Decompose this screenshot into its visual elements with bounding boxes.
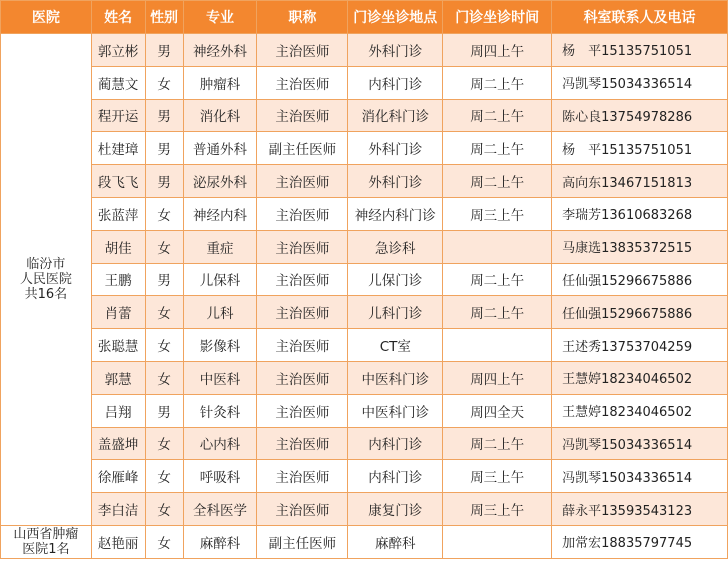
table-row	[1, 427, 728, 460]
contact-cell: 薛永平13593543123	[552, 493, 728, 526]
header-clinic-time: 门诊坐诊时间	[443, 1, 552, 34]
clinic-time-cell: 周二上午	[443, 165, 552, 198]
clinic-location-cell: 中医科门诊	[348, 361, 443, 394]
specialty-cell: 普通外科	[183, 132, 257, 165]
clinic-location-cell: 急诊科	[348, 230, 443, 263]
contact-cell: 马康选13835372515	[552, 230, 728, 263]
table-row	[1, 394, 728, 427]
header-specialty: 专业	[183, 1, 257, 34]
contact-cell: 任仙强15296675886	[552, 263, 728, 296]
contact-cell: 冯凯琴15034336514	[552, 460, 728, 493]
gender-cell: 女	[145, 197, 183, 230]
clinic-location-cell: 内科门诊	[348, 427, 443, 460]
clinic-time-cell: 周三上午	[443, 197, 552, 230]
gender-cell: 女	[145, 427, 183, 460]
job-title-cell: 主治医师	[257, 427, 348, 460]
specialty-cell: 消化科	[183, 99, 257, 132]
table-row	[1, 493, 728, 526]
job-title-cell: 主治医师	[257, 329, 348, 362]
doctor-name-cell: 程开运	[91, 99, 145, 132]
job-title-cell: 主治医师	[257, 296, 348, 329]
gender-cell: 女	[145, 296, 183, 329]
doctor-name-cell: 张蓝萍	[91, 197, 145, 230]
gender-cell: 女	[145, 493, 183, 526]
table-row	[1, 230, 728, 263]
specialty-cell: 中医科	[183, 361, 257, 394]
clinic-location-cell: 康复门诊	[348, 493, 443, 526]
contact-cell: 冯凯琴15034336514	[552, 66, 728, 99]
clinic-time-cell: 周三上午	[443, 493, 552, 526]
table-body	[1, 34, 728, 559]
clinic-time-cell	[443, 525, 552, 558]
specialty-cell: 针灸科	[183, 394, 257, 427]
doctor-name-cell: 赵艳丽	[91, 525, 145, 558]
clinic-location-cell: 儿保门诊	[348, 263, 443, 296]
doctor-name-cell: 李白洁	[91, 493, 145, 526]
clinic-time-cell: 周二上午	[443, 296, 552, 329]
clinic-time-cell	[443, 329, 552, 362]
contact-cell: 李瑞芳13610683268	[552, 197, 728, 230]
contact-cell: 陈心良13754978286	[552, 99, 728, 132]
job-title-cell: 主治医师	[257, 165, 348, 198]
gender-cell: 男	[145, 34, 183, 67]
doctor-name-cell: 郭立彬	[91, 34, 145, 67]
hospital-name-line: 临汾市	[26, 256, 66, 272]
doctor-name-cell: 杜建璋	[91, 132, 145, 165]
contact-cell: 杨 平15135751051	[552, 34, 728, 67]
header-hospital: 医院	[1, 1, 92, 34]
job-title-cell: 主治医师	[257, 197, 348, 230]
job-title-cell: 主治医师	[257, 394, 348, 427]
header-title: 职称	[257, 1, 348, 34]
gender-cell: 女	[145, 230, 183, 263]
doctor-name-cell: 段飞飞	[91, 165, 145, 198]
contact-cell: 王慧婷18234046502	[552, 361, 728, 394]
specialty-cell: 麻醉科	[183, 525, 257, 558]
clinic-location-cell: 中医科门诊	[348, 394, 443, 427]
gender-cell: 女	[145, 329, 183, 362]
clinic-location-cell: 内科门诊	[348, 460, 443, 493]
contact-cell: 杨 平15135751051	[552, 132, 728, 165]
doctor-name-cell: 胡佳	[91, 230, 145, 263]
specialty-cell: 神经外科	[183, 34, 257, 67]
contact-cell: 冯凯琴15034336514	[552, 427, 728, 460]
table-row	[1, 99, 728, 132]
job-title-cell: 主治医师	[257, 460, 348, 493]
hospital-name-line: 山西省肿瘤	[13, 526, 79, 542]
clinic-time-cell: 周四上午	[443, 361, 552, 394]
clinic-location-cell: CT室	[348, 329, 443, 362]
contact-cell: 高向东13467151813	[552, 165, 728, 198]
clinic-time-cell	[443, 230, 552, 263]
doctor-name-cell: 盖盛坤	[91, 427, 145, 460]
clinic-location-cell: 消化科门诊	[348, 99, 443, 132]
contact-cell: 任仙强15296675886	[552, 296, 728, 329]
header-clinic-location: 门诊坐诊地点	[348, 1, 443, 34]
gender-cell: 男	[145, 263, 183, 296]
specialty-cell: 肿瘤科	[183, 66, 257, 99]
table-row	[1, 34, 728, 67]
hospital-cell	[1, 525, 92, 558]
table-row	[1, 460, 728, 493]
table-row	[1, 165, 728, 198]
gender-cell: 女	[145, 460, 183, 493]
doctor-name-cell: 张聪慧	[91, 329, 145, 362]
clinic-time-cell: 周四全天	[443, 394, 552, 427]
contact-cell: 王慧婷18234046502	[552, 394, 728, 427]
job-title-cell: 主治医师	[257, 361, 348, 394]
specialty-cell: 泌尿外科	[183, 165, 257, 198]
table-row	[1, 296, 728, 329]
header-gender: 性别	[145, 1, 183, 34]
clinic-location-cell: 神经内科门诊	[348, 197, 443, 230]
job-title-cell: 主治医师	[257, 34, 348, 67]
job-title-cell: 主治医师	[257, 99, 348, 132]
table-row	[1, 197, 728, 230]
hospital-cell	[1, 34, 92, 526]
hospital-name-line: 人民医院	[19, 271, 72, 287]
job-title-cell: 主治医师	[257, 66, 348, 99]
job-title-cell: 主治医师	[257, 493, 348, 526]
table-row	[1, 329, 728, 362]
table-row	[1, 525, 728, 558]
clinic-location-cell: 外科门诊	[348, 132, 443, 165]
table-row	[1, 361, 728, 394]
specialty-cell: 神经内科	[183, 197, 257, 230]
job-title-cell: 主治医师	[257, 230, 348, 263]
doctor-name-cell: 吕翔	[91, 394, 145, 427]
specialty-cell: 重症	[183, 230, 257, 263]
job-title-cell: 副主任医师	[257, 525, 348, 558]
specialty-cell: 心内科	[183, 427, 257, 460]
gender-cell: 男	[145, 165, 183, 198]
gender-cell: 男	[145, 99, 183, 132]
doctor-name-cell: 肖蕾	[91, 296, 145, 329]
job-title-cell: 副主任医师	[257, 132, 348, 165]
clinic-location-cell: 麻醉科	[348, 525, 443, 558]
specialty-cell: 全科医学	[183, 493, 257, 526]
doctor-name-cell: 徐雁峰	[91, 460, 145, 493]
clinic-time-cell: 周四上午	[443, 34, 552, 67]
header-contact: 科室联系人及电话	[552, 1, 728, 34]
table-row	[1, 132, 728, 165]
clinic-location-cell: 儿科门诊	[348, 296, 443, 329]
clinic-time-cell: 周二上午	[443, 427, 552, 460]
clinic-location-cell: 外科门诊	[348, 34, 443, 67]
clinic-time-cell: 周二上午	[443, 132, 552, 165]
gender-cell: 男	[145, 132, 183, 165]
clinic-time-cell: 周二上午	[443, 263, 552, 296]
doctor-name-cell: 郭慧	[91, 361, 145, 394]
doctor-name-cell: 蔺慧文	[91, 66, 145, 99]
contact-cell: 加常宏18835797745	[552, 525, 728, 558]
clinic-time-cell: 周二上午	[443, 99, 552, 132]
clinic-time-cell: 周三上午	[443, 460, 552, 493]
gender-cell: 女	[145, 525, 183, 558]
doctor-name-cell: 王鹏	[91, 263, 145, 296]
job-title-cell: 主治医师	[257, 263, 348, 296]
contact-cell: 王述秀13753704259	[552, 329, 728, 362]
specialty-cell: 儿科	[183, 296, 257, 329]
hospital-name-line: 医院1名	[22, 541, 70, 557]
table-row	[1, 66, 728, 99]
gender-cell: 女	[145, 66, 183, 99]
hospital-name-line: 共16名	[24, 286, 68, 302]
table-row	[1, 263, 728, 296]
clinic-location-cell: 外科门诊	[348, 165, 443, 198]
header-name: 姓名	[91, 1, 145, 34]
specialty-cell: 呼吸科	[183, 460, 257, 493]
specialty-cell: 儿保科	[183, 263, 257, 296]
gender-cell: 女	[145, 361, 183, 394]
clinic-location-cell: 内科门诊	[348, 66, 443, 99]
gender-cell: 男	[145, 394, 183, 427]
clinic-time-cell: 周二上午	[443, 66, 552, 99]
specialty-cell: 影像科	[183, 329, 257, 362]
header-row	[1, 1, 728, 34]
